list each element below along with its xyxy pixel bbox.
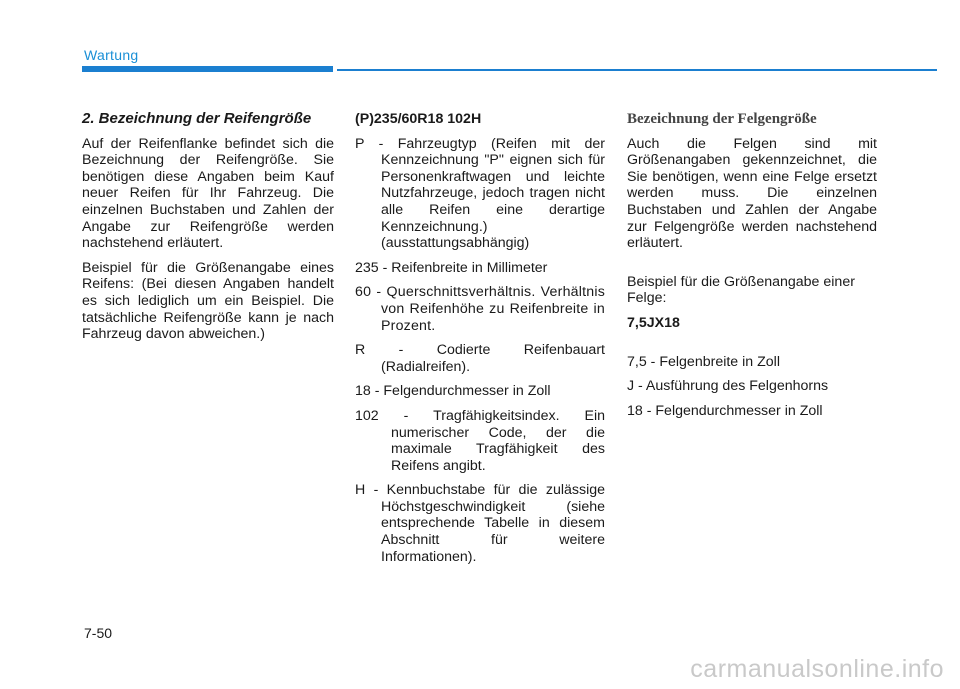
tire-size-heading: 2. Bezeichnung der Reifengröße [82,110,312,127]
rim-code-item: 18 - Felgendurchmesser in Zoll [627,402,823,419]
tire-code-item: R - Codierte Reifenbauart (Radialreifen). [355,342,605,375]
rim-code-item: 7,5 - Felgenbreite in Zoll [627,353,780,370]
rim-code-item: J - Ausführung des Felgenhorns [627,378,829,395]
rim-size-heading: Bezeichnung der Felgengröße [627,111,817,127]
tire-code-item: 102 - Tragfähigkeitsindex. Ein numerischer Code, der die maximale Tragfähigkeit des Reifens angibt. [355,407,605,474]
header-rule-thick [82,66,333,72]
page-number: 7-50 [84,625,113,641]
column-2 [355,111,605,573]
spacer [627,260,877,274]
tire-code-item: 235 - Reifenbreite in Millimeter [355,259,548,276]
tire-code-item: 60 - Querschnittsverhältnis. Verhältnis von Reifenhöhe zu Reifenbreite in Prozent. [355,284,605,334]
watermark: carmanualsonline.info [690,655,944,683]
rim-example-code: 7,5JX18 [627,314,680,331]
header-rule-thin [337,69,937,71]
tire-code-item: 18 - Felgendurchmesser in Zoll [355,383,551,400]
rim-size-intro: Auch die Felgen sind mit Größenangaben gekennzeichnet, die Sie benötigen, wenn eine Felge ersetzt werden muss. Die einzelnen Buchstaben und Zahlen der Angabe zur Felgengröße werden nachstehend erläutert. [627,135,877,252]
tire-size-example-note: Beispiel für die Größenangabe eines Reifens: (Bei diesen Angaben handelt es sich lediglich um ein Beispiel. Die tatsächliche Reifengröße kann je nach Fahrzeug davon abweichen.) [82,259,334,343]
spacer [627,340,877,354]
tire-code-item: H - Kennbuchstabe für die zulässige Höchstgeschwindigkeit (siehe entsprechende Tabelle in diesem Abschnitt für weitere Informationen). [355,482,605,565]
tire-code-item: P - Fahrzeugtyp (Reifen mit der Kennzeichnung "P" eignen sich für Personenkraftwagen und leichte Nutzfahrzeuge, jedoch tragen nicht alle Reifen eine derartige Kennzeichnung.) (ausstattungsabhängig) [355,135,605,252]
tire-example-code: (P)235/60R18 102H [355,111,482,127]
rim-size-example-label: Beispiel für die Größenangabe einer Felge: [627,273,855,307]
section-header-label: Wartung [84,47,139,63]
column-3 [627,111,877,427]
tire-size-intro: Auf der Reifenflanke befindet sich die Bezeichnung der Reifengröße. Sie benötigen diese Angaben beim Kauf neuer Reifen für Ihr Fahrzeug. Die einzelnen Buchstaben und Zahlen der Angabe zur Reifengröße werden nachstehend erläutert. [82,135,334,252]
column-1 [82,111,334,351]
